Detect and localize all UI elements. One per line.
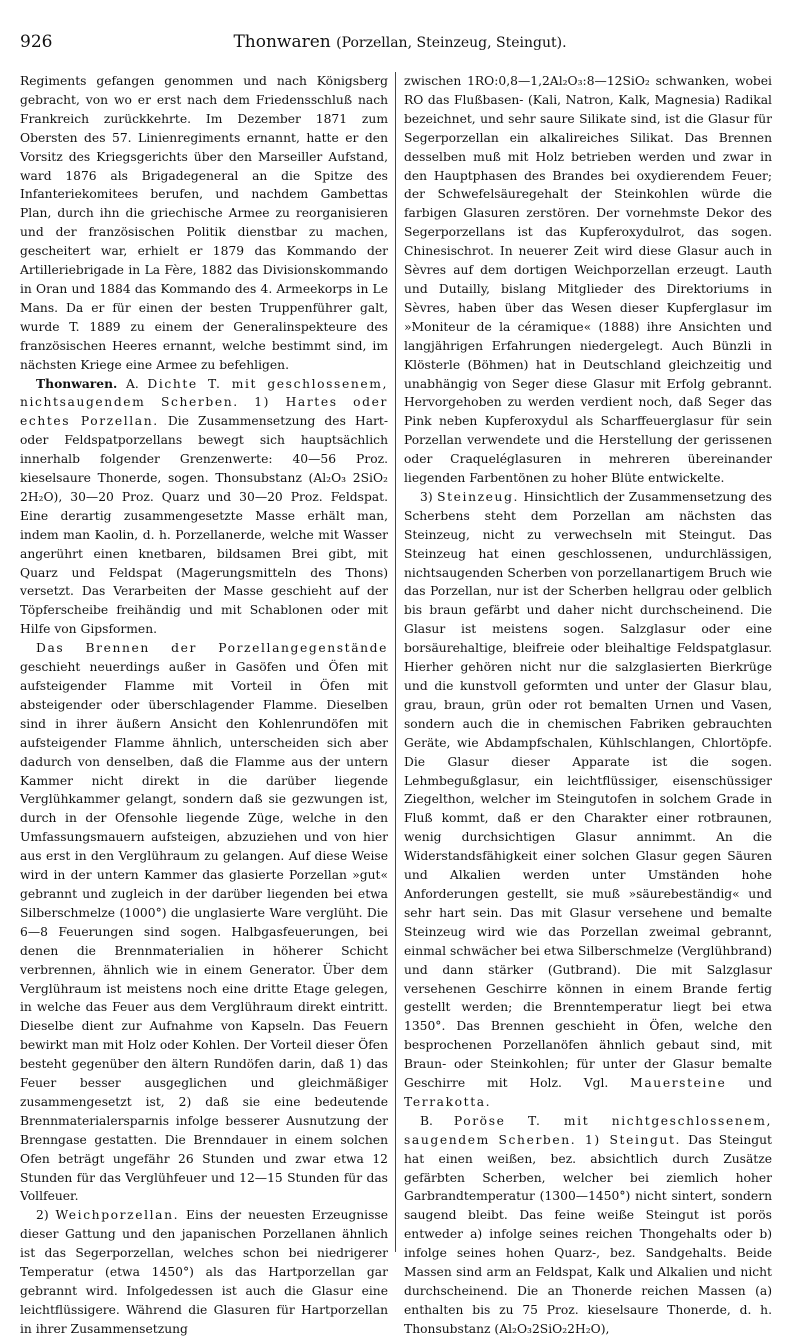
left-column: [20, 72, 388, 1336]
spaced-heading-dense: Dichte T. mit geschlossenem, nichtsaugendem Scherben. 1) Hartes oder echtes Porzellan.: [20, 376, 388, 429]
paragraph-steinzeug: [404, 488, 772, 1112]
running-title-main: Thonwaren: [233, 32, 331, 52]
page-header: [20, 32, 780, 56]
article-keyword: Thonwaren.: [36, 375, 118, 391]
paragraph-steingut: [404, 1112, 772, 1339]
column-divider: [395, 72, 396, 1252]
paragraph-brennen: [20, 639, 388, 1206]
paragraph-hartporzellan-text: Die Zusammensetzung des Hart- oder Feldspatporzellans bewegt sich hauptsächlich innerhalb folgender Grenzenwerte: 40—56 Proz. kieselsaure Thonerde, sogen. Thonsubstanz (Al₂O₃ 2SiO₂ 2H₂O), 30—20 Proz. Quarz und 30—20 Proz. Feldspat. Eine derartig zusammengesetzte Masse erhält man, indem man Kaolin, d. h. Porzellanerde, welche mit Wasser angerührt einen knetbaren, bildsamen Brei gibt, mit Quarz und Feldspat (Magerungsmitteln des Thons) versetzt. Das Verarbeiten der Masse geschieht auf der Töpferscheibe freihändig und mit Schablonen oder mit Hilfe von Gipsformen.: [20, 414, 388, 637]
paragraph-glasur-continued: zwischen 1RO:0,8—1,2Al₂O₃:8—12SiO₂ schwanken, wobei RO das Flußbasen- (Kali, Natron, Kalk, Magnesia) Radikal bezeichnet, und sehr saure Silikate sind, ist die Glasur für Segerporzellan ein alkalireiches Silikat. Das Brennen desselben muß mit Holz betrieben werden und zwar in den Hauptphasen des Brandes bei oxydierendem Feuer; der Schwefelsäuregehalt der Steinkohlen würde die farbigen Glasuren zerstören. Der vornehmste Dekor des Segerporzellans ist das Kupferoxydulrot, das sogen. Chinesischrot. In neuerer Zeit wird diese Glasur auch in Sèvres auf dem dortigen Weichporzellan erzeugt. Lauth und Dutailly, bislang Mitglieder des Direktoriums in Sèvres, haben über das Wesen dieser Kupferglasur im »Moniteur de la céramique« (1888) ihre Ansichten und langjährigen Erfahrungen niedergelegt. Auch Bünzli in Klösterle (Böhmen) hat in Deutschland gleichzeitig und unabhängig von Seger diese Glasur mit Erfolg gebrannt. Hervorgehoben zu werden verdient noch, daß Seger das Pink neben Kupferoxydul als Scharffeuerglasur für sein Porzellan verwendete und die Herstellung der gerissenen oder Craqueléglasuren in mehreren übereinander liegenden Farbentönen zu hoher Blüte entwickelte.: [404, 74, 772, 486]
item-number: 2): [36, 1208, 56, 1223]
section-letter: A.: [117, 376, 148, 391]
paragraph-weichporzellan: [20, 1206, 388, 1338]
section-letter: B.: [420, 1113, 454, 1128]
page-number: 926: [20, 32, 53, 52]
paragraph-thonwaren-intro: [20, 375, 388, 640]
item-number: 3): [420, 489, 438, 504]
cross-reference-connector: und: [726, 1076, 772, 1091]
spaced-heading-weichporzellan: Weichporzellan.: [55, 1208, 180, 1223]
cross-reference-terrakotta: Terrakotta.: [404, 1094, 492, 1109]
paragraph-brennen-text: geschieht neuerdings außer in Gasöfen und Öfen mit aufsteigender Flamme mit Vorteil in Öfen mit absteigender oder überschlagender Flamme. Dieselben sind in ihrer äußern Ansicht den Kohlenrundöfen mit aufsteigender Flamme ähnlich, unterscheiden sich aber dadurch von denselben, daß die Flamme aus der untern Kammer nicht direkt in die darüber liegende Verglühkammer gelangt, sondern daß sie gezwungen ist, durch in der Ofensohle liegende Züge, welche in den Umfassungsmauern aufsteigen, abzuziehen und von hier aus erst in den Verglühraum zu gelangen. Auf diese Weise wird in der untern Kammer das glasierte Porzellan »gut« gebrannt und zugleich in der darüber liegenden bei etwa Silberschmelze (1000°) die unglasierte Ware verglüht. Die 6—8 Feuerungen sind sogen. Halbgasfeuerungen, bei denen die Brennmaterialien in höherer Schicht verbrennen, ähnlich wie in einem Generator. Über dem Verglühraum ist meistens noch eine dritte Etage gelegen, in welche das Feuer aus dem Verglühraum direkt eintritt. Dieselbe dient zur Aufnahme von Kapseln. Das Feuern bewirkt man mit Holz oder Kohlen. Der Vorteil dieser Öfen besteht gegenüber den ältern Rundöfen darin, daß 1) das Feuer besser ausgeglichen und gleichmäßiger zusammengesetzt ist, 2) daß sie eine bedeutende Brennmaterialersparnis infolge besserer Ausnutzung der Brenngase gestatten. Die Brenndauer in einem solchen Ofen beträgt ungefähr 26 Stunden und zwar etwa 12 Stunden für das Verglühfeuer und 12—15 Stunden für das Vollfeuer.: [20, 660, 388, 1204]
paragraph-steingut-text: Das Steingut hat einen weißen, bez. absichtlich durch Zusätze gefärbten Scherben, welcher bei ziemlich hoher Garbrandtemperatur (1300—1450°) nicht sintert, sondern saugend bleibt. Das feine weiße Steingut ist porös entweder a) infolge seines reichen Thongehalts oder b) infolge seines hohen Quarz-, bez. Sandgehalts. Beide Massen sind arm an Feldspat, Kalk und Alkalien und nicht durchscheinend. Die an Thonerde reichen Massen (a) enthalten bis zu 75 Proz. kieselsaure Thonerde, d. h. Thonsubstanz (Al₂O₃2SiO₂2H₂O),: [404, 1132, 772, 1336]
right-column: [404, 72, 773, 1336]
spaced-heading-steinzeug: Steinzeug.: [437, 489, 520, 504]
running-title-sub: (Porzellan, Steinzeug, Steingut).: [336, 35, 567, 51]
spaced-heading-porous: Poröse T. mit nichtgeschlossenem, saugendem Scherben. 1) Steingut.: [404, 1113, 773, 1147]
paragraph-weichporzellan-text: Eins der neuesten Erzeugnisse dieser Gattung und den japanischen Porzellanen ähnlich ist das Segerporzellan, welches schon bei niedrigerer Temperatur (etwa 1450°) als das Hartporzellan gar gebrannt wird. Infolgedessen ist auch die Glasur eine leichtflüssigere. Während die Glasuren für Hartporzellan in ihrer Zusammensetzung: [20, 1208, 388, 1336]
paragraph-steinzeug-text: Hinsichtlich der Zusammensetzung des Scherbens steht dem Porzellan am nächsten das Steinzeug, nicht zu verwechseln mit Steingut. Das Steinzeug hat einen geschlossenen, undurchlässigen, nichtsaugenden Scherben von porzellanartigem Bruch wie das Porzellan, nur ist der Scherben hellgrau oder gelblich bis braun gefärbt und daher nicht durchscheinend. Die Glasur ist meistens sogen. Salzglasur oder eine borsäurehaltige, bleifreie oder bleihaltige Feldspatglasur. Hierher gehören nicht nur die salzglasierten Bierkrüge und die kunstvoll geformten und unter der Glasur blau, grau, braun, grün oder rot bemalten Urnen und Vasen, sondern auch die in chemischen Fabriken gebrauchten Geräte, wie Abdampfschalen, Kühlschlangen, Chlortöpfe. Die Glasur dieser Apparate ist die sogen. Lehmbegußglasur, ein leichtflüssiger, eisenschüssiger Ziegelthon, welcher im Steingutofen in solchem Grade in Fluß kommt, daß er den Charakter einer rotbraunen, wenig durchsichtigen Glasur annimmt. An die Widerstandsfähigkeit einer solchen Glasur gegen Säuren und Alkalien werden unter Umständen hohe Anforderungen gestellt, sie muß »säurebeständig« und sehr hart sein. Das mit Glasur versehene und bemalte Steinzeug wird wie das Porzellan zweimal gebrannt, einmal schwächer bei etwa Silberschmelze (Verglühbrand) und dann stärker (Gutbrand). Die mit Salzglasur versehenen Geschirre können in einem Brande fertig gestellt werden; die Brenntemperatur liegt bei etwa 1350°. Das Brennen geschieht in Öfen, welche den besprochenen Porzellanöfen ähnlich gebaut sind, mit Braun- oder Steinkohlen; für unter der Glasur bemalte Geschirre mit Holz. Vgl.: [404, 489, 772, 1091]
cross-reference-mauersteine: Mauersteine: [630, 1076, 727, 1091]
paragraph-biography-end: Regiments gefangen genommen und nach Königsberg gebracht, von wo er erst nach dem Friedensschluß nach Frankreich zurückkehrte. Im Dezember 1871 zum Obersten des 57. Linienregiments ernannt, hatte er den Vorsitz des Kriegsgerichts über den Marseiller Aufstand, ward 1876 als Brigadegeneral an die Spitze des Infanteriekomitees berufen, und nachdem Gambettas Plan, durch ihn die griechische Armee zu reorganisieren und der französischen Politik dienstbar zu machen, gescheitert war, erhielt er 1879 das Kommando der Artilleriebrigade in La Fère, 1882 das Divisionskommando in Oran und 1884 das Kommando des 4. Armeekorps in Le Mans. Da er für einen der besten Truppenführer galt, wurde T. 1889 zu einem der Generalinspekteure des französischen Heeres ernannt, welche bestimmt sind, im nächsten Kriege eine Armee zu befehligen.: [20, 74, 388, 372]
spaced-heading-brennen: Das Brennen der Porzellangegenstände: [36, 641, 388, 656]
running-title: [20, 32, 780, 52]
